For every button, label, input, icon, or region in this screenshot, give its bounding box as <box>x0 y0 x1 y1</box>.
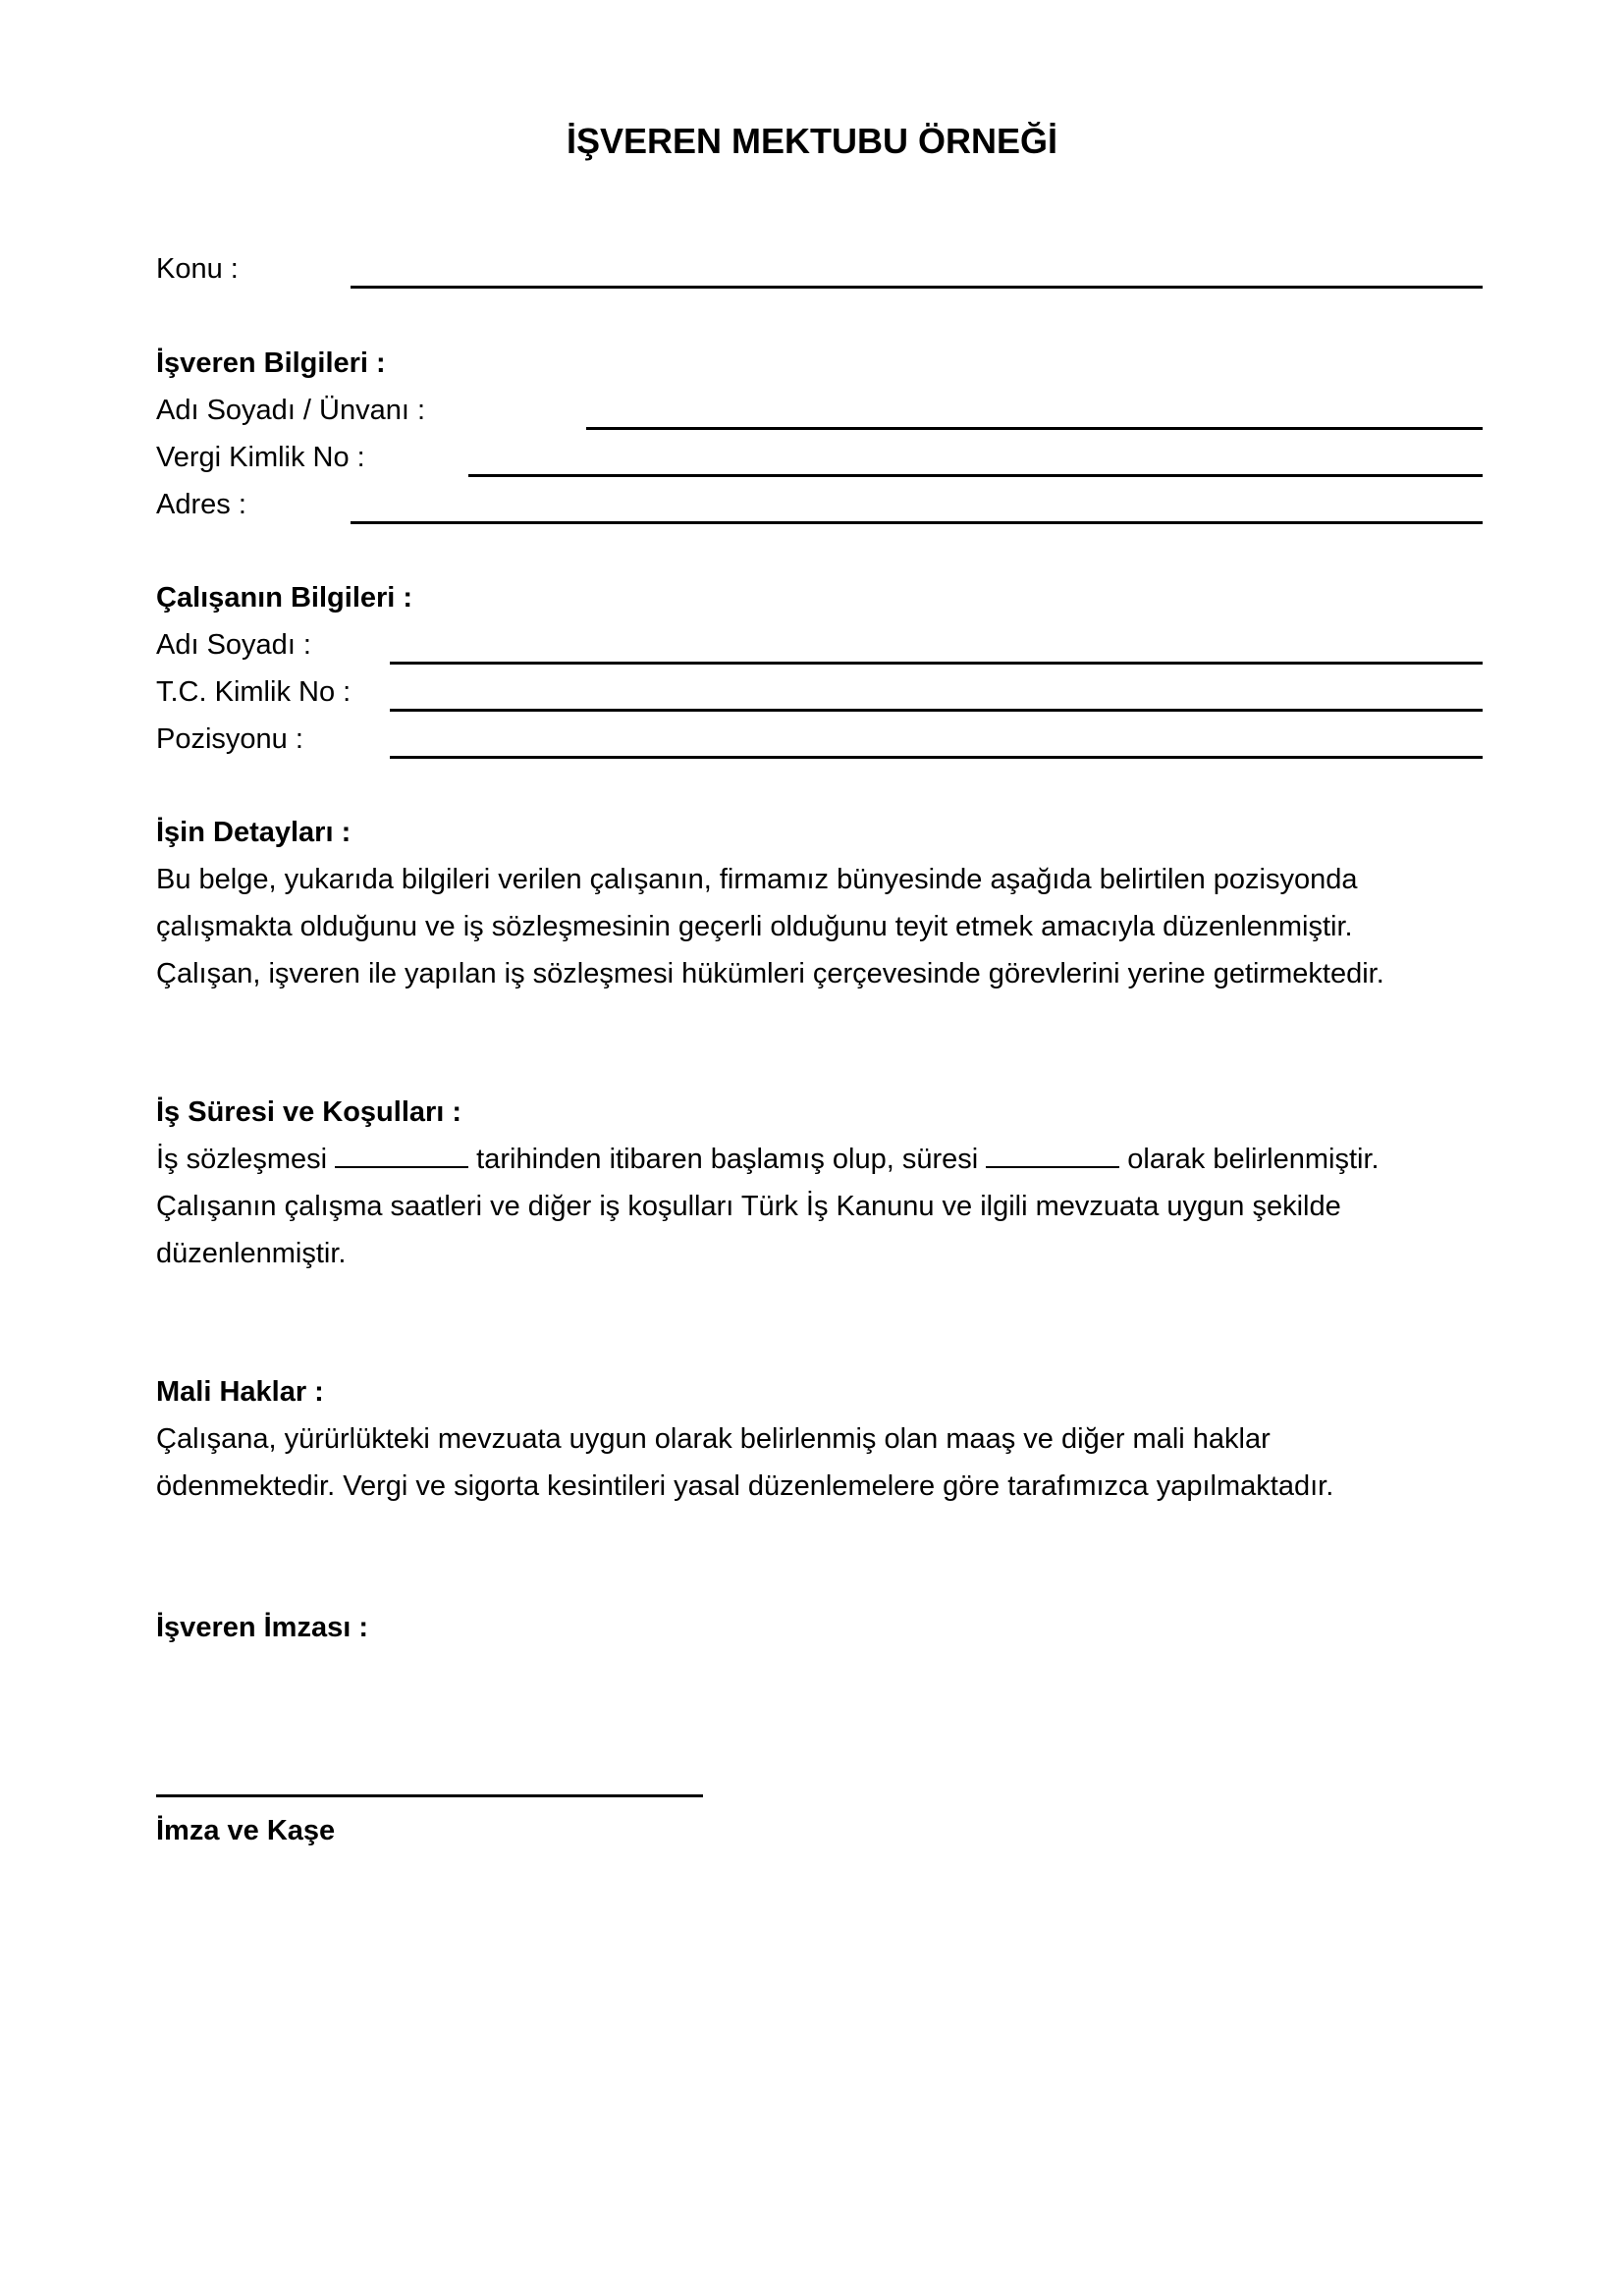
employee-national-id-label: T.C. Kimlik No : <box>156 676 352 708</box>
subject-label: Konu : <box>156 253 239 285</box>
job-details-line: Bu belge, yukarıda bilgileri verilen çalışanın, firmamız bünyesinde aşağıda belirtilen pozisyonda <box>156 864 1358 895</box>
work-terms-line <box>156 1136 1531 1183</box>
financial-paragraph <box>156 1415 1531 1510</box>
signature-field[interactable] <box>156 1794 703 1797</box>
employee-name-label: Adı Soyadı : <box>156 629 311 661</box>
employer-tax-id-label: Vergi Kimlik No : <box>156 442 365 473</box>
employer-address-label: Adres : <box>156 489 246 520</box>
work-terms-line: düzenlenmiştir. <box>156 1238 347 1269</box>
subject-field[interactable] <box>351 286 1483 289</box>
employee-name-field[interactable] <box>390 662 1483 665</box>
work-terms-text: tarihinden itibaren başlamış olup, süresi <box>476 1144 979 1175</box>
work-terms-text: İş sözleşmesi <box>156 1144 328 1175</box>
work-terms-heading: İş Süresi ve Koşulları : <box>156 1096 462 1128</box>
work-terms-line: Çalışanın çalışma saatleri ve diğer iş koşulları Türk İş Kanunu ve ilgili mevzuata uygun şekilde <box>156 1191 1341 1222</box>
job-details-line: çalışmakta olduğunu ve iş sözleşmesinin geçerli olduğunu teyit etmek amacıyla düzenlenmiştir. <box>156 911 1353 942</box>
financial-line: Çalışana, yürürlükteki mevzuata uygun olarak belirlenmiş olan maaş ve diğer mali haklar <box>156 1423 1271 1455</box>
employer-name-field[interactable] <box>586 427 1483 430</box>
financial-line: ödenmektedir. Vergi ve sigorta kesintileri yasal düzenlemelere göre tarafımızca yapılmaktadır. <box>156 1470 1334 1502</box>
employee-position-label: Pozisyonu : <box>156 723 303 755</box>
document-title: İŞVEREN MEKTUBU ÖRNEĞİ <box>566 121 1058 161</box>
duration-blank[interactable] <box>986 1143 1119 1168</box>
employee-position-field[interactable] <box>390 756 1483 759</box>
work-terms-text: olarak belirlenmiştir. <box>1127 1144 1380 1175</box>
employer-address-field[interactable] <box>351 521 1483 524</box>
employee-national-id-field[interactable] <box>390 709 1483 712</box>
financial-heading: Mali Haklar : <box>156 1376 324 1408</box>
job-details-paragraph <box>156 856 1531 997</box>
signature-heading: İşveren İmzası : <box>156 1612 368 1643</box>
employer-name-label: Adı Soyadı / Ünvanı : <box>156 395 426 426</box>
job-details-line: Çalışan, işveren ile yapılan iş sözleşmesi hükümleri çerçevesinde görevlerini yerine getirmektedir. <box>156 958 1384 989</box>
employer-tax-id-field[interactable] <box>468 474 1483 477</box>
employee-heading: Çalışanın Bilgileri : <box>156 582 413 614</box>
job-details-heading: İşin Detayları : <box>156 817 352 848</box>
signature-caption: İmza ve Kaşe <box>156 1815 336 1846</box>
start-date-blank[interactable] <box>335 1143 468 1168</box>
employer-heading: İşveren Bilgileri : <box>156 347 386 379</box>
work-terms-paragraph <box>156 1136 1531 1277</box>
